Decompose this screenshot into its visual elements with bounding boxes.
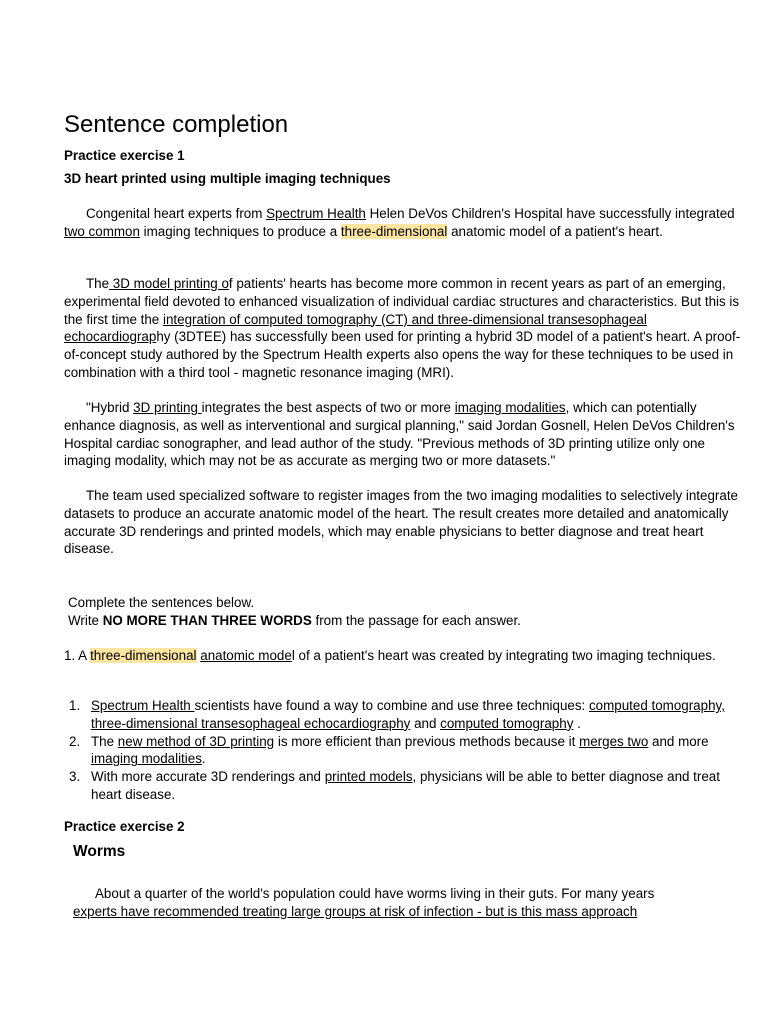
exercise-1-label: Practice exercise 1 — [64, 148, 185, 163]
exercise-2-label: Practice exercise 2 — [64, 819, 185, 834]
passage-paragraph-2: The 3D model printing of patients' hearts has become more common in recent years as part of an emerging, experimental field devoted to enhanced visualization of individual cardiac structures and characteristics. But this is the first time the integration of computed tomography (CT) and three-dimensional transesophageal echocardiography (3DTEE) has successfully been used for printing a hybrid 3D model of a patient's heart. A proof-of-concept study authored by the Spectrum Health experts also opens the way for these techniques to be used in combination with a third tool - magnetic resonance imaging (MRI). — [64, 276, 741, 380]
passage-paragraph-1: Congenital heart experts from Spectrum Health Helen DeVos Children's Hospital have successfully integrated two common imaging techniques to produce a three-dimensional anatomic model of a patient's heart. — [64, 206, 735, 239]
exercise-1-subtitle: 3D heart printed using multiple imaging techniques — [64, 171, 391, 186]
answer-list — [64, 697, 744, 804]
passage-paragraph-4: The team used specialized software to register images from the two imaging modalities to selectively integrate datasets to produce an accurate anatomic model of the heart. The result creates more detailed and anatomically accurate 3D renderings and printed models, which may enable physicians to better diagnose and treat heart disease. — [64, 488, 738, 557]
passage-paragraph-3: "Hybrid 3D printing integrates the best aspects of two or more imaging modalities, which can potentially enhance diagnosis, as well as interventional and surgical planning," said Jordan Gosnell, Helen DeVos Children's Hospital cardiac sonographer, and lead author of the study. "Previous methods of 3D printing utilize only one imaging modality, which may not be as accurate as merging two or more datasets." — [64, 400, 735, 469]
question-1: 1. A three-dimensional anatomic model of a patient's heart was created by integrating two imaging techniques. — [64, 648, 716, 663]
instructions-line-1: Complete the sentences below. — [68, 595, 255, 610]
list-item: 1. Spectrum Health scientists have found a way to combine and use three techniques: computed tomography, three-dimensional transesophageal echocardiography and computed tomography . — [69, 698, 725, 731]
list-item: 3. With more accurate 3D renderings and printed models, physicians will be able to better diagnose and treat heart disease. — [69, 769, 720, 802]
exercise-2-heading: Worms — [73, 843, 126, 860]
highlighted-phrase: three-dimensional — [90, 648, 197, 663]
list-item: 2. The new method of 3D printing is more efficient than previous methods because it merges two and more imaging modalities. — [69, 733, 709, 767]
instructions-line-2: Write NO MORE THAN THREE WORDS from the passage for each answer. — [68, 613, 521, 628]
page-title: Sentence completion — [64, 111, 289, 138]
worms-paragraph: About a quarter of the world's population could have worms living in their guts. For many years experts have recommended treating large groups at risk of infection - but is this mass approach — [73, 886, 655, 919]
highlighted-phrase: three-dimensional — [340, 223, 448, 239]
